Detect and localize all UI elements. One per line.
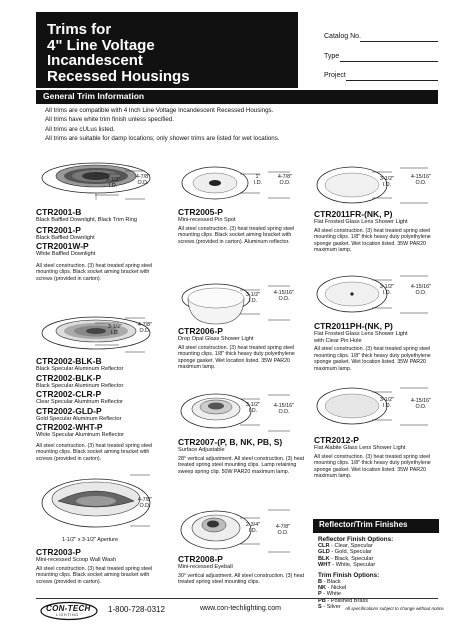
finish-option: B - Black <box>318 578 341 585</box>
general-line: All trims are cULus listed. <box>45 125 115 133</box>
ctr2005-block <box>178 207 308 245</box>
ctr2002-id: 3-1/2" I.D. <box>107 324 123 336</box>
product-code: CTR2006-P <box>178 326 223 336</box>
ctr2002-od: 4-7/8" O.D. <box>137 322 153 334</box>
ctr2001-od: 4-7/8" O.D. <box>135 174 151 186</box>
product-description: All steel construction. (3) heat treated spring steel mounting clips. Black socket aiming bracket with screws (provided in carton). <box>36 565 153 585</box>
product-description: All steel construction. (3) heat treated spring steel mounting clips. 1/8" thick heavy duty polyethylene sponge gasket. Wet location listed. 35W PAR20 maximum lamp. <box>314 453 431 480</box>
ctr2002-block <box>36 356 166 462</box>
product-code: CTR2008-P <box>178 554 223 564</box>
finish-option: S - Silver <box>318 604 341 611</box>
footer-rule <box>36 598 438 599</box>
brand-logo <box>40 601 98 621</box>
general-info-bar <box>36 90 438 104</box>
product-code: CTR2002-WHT-P <box>36 422 103 432</box>
product-subtitle: Clear Specular Aluminum Reflector <box>36 399 124 405</box>
product-subtitle: Black Baffled Downlight <box>36 234 95 241</box>
product-code: CTR2007-(P, B, NK, PB, S) <box>178 437 283 447</box>
catalog-no-label: Catalog No. <box>324 33 361 40</box>
ctr2011fr-block <box>314 209 442 254</box>
product-code: CTR2001-B <box>36 207 82 217</box>
product-subtitle: Flat Alabite Glass Lens Shower Light <box>314 445 406 451</box>
finish-option: NK - Nickel <box>318 585 347 592</box>
product-subtitle: Gold Specular Aluminum Reflector <box>36 415 122 422</box>
ctr2003-od: 4-7/8" O.D. <box>137 497 153 509</box>
general-info-text <box>45 106 280 144</box>
finish-option: PB - Polished Brass <box>318 597 369 604</box>
product-code: CTR2001-P <box>36 224 81 235</box>
ctr2007-od: 4-15/16" O.D. <box>273 403 295 415</box>
ctr2005-id: 1" I.D. <box>253 174 263 186</box>
footer-phone: 1-800-728-0312 <box>108 605 165 614</box>
product-code: CTR2011FR-(NK, P) <box>314 209 393 219</box>
reflector-options-heading: Reflector Finish Options: <box>318 536 394 543</box>
finishes-list <box>318 536 438 611</box>
general-line: All trims are compatible with 4 Inch Line Voltage Incandescent Recessed Housings. <box>45 107 274 114</box>
logo-text: CON-TECH <box>46 604 91 613</box>
ctr2011ph-dim-lines <box>372 276 438 316</box>
product-description: All steel construction. (3) heat treated spring steel mounting clips. Black socket aiming bracket with screws (provided in carton). <box>36 442 153 462</box>
ctr2012-block <box>314 435 442 480</box>
product-code: CTR2011PH-(NK, P) <box>314 321 393 331</box>
ctr2005-od: 4-7/8" O.D. <box>277 174 293 186</box>
ctr2011fr-id: 3-1/2" I.D. <box>379 176 395 188</box>
footer-url[interactable]: www.con-techlighting.com <box>200 605 281 612</box>
ctr2011ph-block <box>314 321 442 372</box>
product-description: 28° vertical adjustment. All steel construction. (3) heat treated spring steel mounting clips. Lamp retaining sweep spring clip. 50W PAR20 maximum lamp. <box>178 455 305 475</box>
product-description: All steel construction. (3) heat treated spring steel mounting clips. Black socket aiming bracket with screws (provided in carton). <box>36 262 153 282</box>
ctr2007-dim-lines <box>240 395 300 435</box>
product-code: CTR2002-GLD-P <box>36 405 102 416</box>
product-subtitle: White Specular Aluminum Reflector <box>36 432 124 438</box>
product-code: CTR2003-P <box>36 547 81 557</box>
product-code: CTR2001W-P <box>36 241 89 251</box>
ctr2003-block <box>36 547 166 585</box>
product-description: All steel construction. (3) heat treated spring steel mounting clips. 1/8" thick heavy duty polyethylene sponge gasket. Wet location listed. 35W PAR20 maximum lamp. <box>178 344 295 371</box>
ctr2007-id: 3-1/2" I.D. <box>245 402 261 414</box>
finish-option: BLK - Black, Specular <box>318 555 374 562</box>
product-description: 30° vertical adjustment. All steel construction. (3) heat treated spring steel mounting clips. <box>178 572 305 586</box>
ctr2011fr-od: 4-15/16" O.D. <box>410 174 432 186</box>
ctr2006-od: 4-15/16" O.D. <box>273 290 295 302</box>
product-subtitle: White Baffled Downlight <box>36 251 96 257</box>
product-subtitle: Mini-recessed Eyeball <box>178 564 233 570</box>
general-line: All trims are suitable for damp locations; only shower trims are listed for wet locations. <box>45 135 280 143</box>
ctr2011ph-id: 3-1/2" I.D. <box>379 284 395 296</box>
product-subtitle: Flat Frosted Glass Lens Shower Light with Clear Pin Hole <box>314 331 408 344</box>
product-description: All steel construction. (3) heat treated spring steel mounting clips. 1/8" thick heavy duty polyethylene sponge gasket. Wet location listed. 35W PAR20 maximum lamp. <box>314 346 431 372</box>
product-description: All steel construction. (3) heat treated spring steel mounting clips. 1/8" thick heavy duty polyethylene sponge gasket. Wet location listed. 35W PAR20 maximum lamp. <box>314 227 431 254</box>
ctr2001-id: 3-1/2" I.D. <box>105 177 121 189</box>
ctr2008-block <box>178 554 308 586</box>
ctr2007-block <box>178 437 308 475</box>
ctr2012-id: 3-1/2" I.D. <box>379 397 395 409</box>
product-subtitle: Black Specular Aluminum Reflector <box>36 366 124 372</box>
ctr2006-block <box>178 326 308 371</box>
ctr2011ph-od: 4-15/16" O.D. <box>410 284 432 296</box>
product-code: CTR2002-BLK-P <box>36 372 102 383</box>
product-subtitle: Drop Opal Glass Shower Light <box>178 336 254 342</box>
product-subtitle: Flat Frosted Glass Lens Shower Light <box>314 219 408 225</box>
finish-option: CLR - Clear, Specular <box>318 543 373 549</box>
ctr2008-od: 4-7/8" O.D. <box>275 524 291 536</box>
product-subtitle: Black Baffled Downlight, Black Trim Ring <box>36 217 137 223</box>
project-line <box>346 80 438 81</box>
product-subtitle: Mini-recessed Pin Spot <box>178 217 236 223</box>
product-subtitle: Surface Adjustable <box>178 447 225 453</box>
product-code: CTR2012-P <box>314 435 359 445</box>
project-label: Project <box>324 72 346 79</box>
type-line <box>340 61 438 62</box>
ctr2012-od: 4-15/16" O.D. <box>410 398 432 410</box>
ctr2001-block <box>36 207 166 282</box>
ctr2006-id: 3-1/2" I.D. <box>245 292 261 304</box>
product-description: All steel construction. (3) heat treated spring steel mounting clips. Black socket aiming bracket with screws (provided in carton). Aluminum reflector. <box>178 225 295 245</box>
finish-option: GLD - Gold, Specular <box>318 549 372 556</box>
product-code: CTR2005-P <box>178 207 223 217</box>
product-code: CTR2002-BLK-B <box>36 356 102 366</box>
finish-option: WHT - White, Specular <box>318 562 376 569</box>
finishes-heading: Reflector/Trim Finishes <box>319 520 408 529</box>
page-title: Trims for 4" Line Voltage Incandescent Recessed Housings <box>47 21 190 85</box>
finish-option: P - White <box>318 591 342 598</box>
finishes-bar <box>313 519 439 533</box>
trim-options-heading: Trim Finish Options: <box>318 571 380 579</box>
product-subtitle: Black Specular Aluminum Reflector <box>36 382 124 389</box>
general-info-heading: General Trim Information <box>43 91 145 101</box>
type-label: Type <box>324 53 340 60</box>
logo-subtext: LIGHTING <box>56 613 79 617</box>
catalog-no-line <box>360 41 438 42</box>
product-code: CTR2002-CLR-P <box>36 389 102 399</box>
footer-note: All specifications subject to change without notice. <box>345 606 445 611</box>
general-line: All trims have white trim finish unless specified. <box>45 116 174 124</box>
ctr2003-aperture: 1-1/2" x 3-1/2" Aperture <box>62 537 118 543</box>
product-subtitle: Mini-recessed Scoop Wall Wash <box>36 557 117 563</box>
ctr2008-id: 2-3/4" I.D. <box>245 522 261 534</box>
